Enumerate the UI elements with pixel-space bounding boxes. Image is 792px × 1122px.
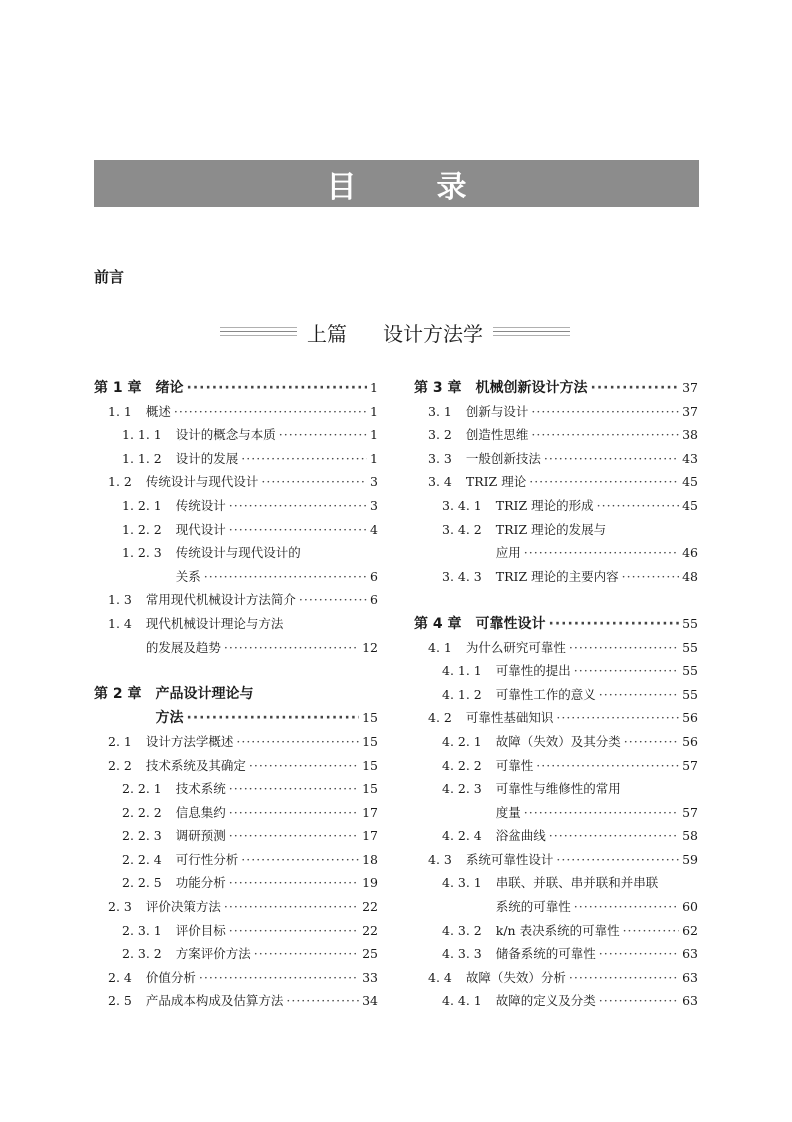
part-heading-rule-left (220, 325, 297, 339)
toc-entry-page: 19 (362, 875, 378, 891)
toc-entry-page: 63 (682, 993, 698, 1009)
toc-entry-title-continued: 度量 (495, 804, 521, 820)
toc-leader-dots (229, 494, 367, 518)
toc-section-entry[interactable] (94, 541, 378, 565)
toc-entry-number: 2. 3. 2 (122, 946, 162, 962)
toc-entry-title-continued: 关系 (175, 568, 201, 584)
toc-section-entry[interactable] (94, 824, 378, 848)
toc-leader-dots (236, 730, 359, 754)
toc-chapter-entry[interactable] (94, 376, 378, 400)
toc-section-entry[interactable] (414, 659, 698, 683)
toc-leader-dots (569, 636, 679, 660)
toc-leader-dots (529, 470, 679, 494)
toc-entry-page: 1 (370, 427, 378, 443)
toc-section-entry[interactable] (414, 447, 698, 471)
toc-entry-number: 2. 2. 1 (122, 781, 162, 797)
toc-entry-title: 可靠性工作的意义 (495, 686, 596, 702)
toc-entry-title: 常用现代机械设计方法简介 (145, 592, 296, 608)
toc-leader-dots (204, 565, 367, 589)
toc-leader-dots (574, 895, 679, 919)
toc-entry-title: 传统设计与现代设计的 (175, 545, 301, 561)
toc-entry-number: 3. 4 (428, 474, 452, 490)
toc-leader-dots (187, 707, 360, 731)
toc-leader-dots (187, 377, 368, 401)
toc-entry-title: 方案评价方法 (175, 946, 251, 962)
toc-section-entry[interactable] (414, 494, 698, 518)
toc-leader-dots (254, 942, 359, 966)
toc-entry-title: TRIZ 理论 (465, 474, 527, 490)
toc-section-entry[interactable] (94, 494, 378, 518)
toc-entry-continuation[interactable] (414, 895, 698, 919)
toc-section-entry[interactable] (414, 871, 698, 895)
toc-entry-number: 1. 1. 2 (122, 450, 162, 466)
toc-entry-page: 37 (682, 403, 698, 419)
toc-section-entry[interactable] (94, 447, 378, 471)
part-label: 上篇 (307, 321, 347, 346)
toc-leader-dots (556, 848, 679, 872)
toc-leader-dots (261, 470, 367, 494)
toc-section-entry[interactable] (94, 942, 378, 966)
toc-leader-dots (224, 636, 359, 660)
toc-leader-dots (597, 494, 679, 518)
toc-leader-dots (622, 565, 679, 589)
toc-entry-page: 3 (370, 497, 378, 513)
toc-leader-dots (241, 447, 367, 471)
toc-leader-dots (249, 754, 359, 778)
toc-title: 目录 (326, 169, 547, 205)
toc-entry-title: 设计方法学概述 (145, 733, 234, 749)
toc-entry-title: 串联、并联、串并联和并串联 (495, 875, 659, 891)
part-name: 设计方法学 (383, 321, 483, 346)
toc-entry-page: 4 (370, 521, 378, 537)
toc-leader-dots (574, 659, 679, 683)
toc-entry-page: 59 (682, 851, 698, 867)
toc-entry-page: 58 (682, 828, 698, 844)
toc-entry-page: 55 (682, 663, 698, 679)
toc-entry-page: 55 (682, 639, 698, 655)
part-heading (220, 316, 570, 348)
toc-entry-number: 2. 2. 4 (122, 851, 162, 867)
toc-entry-number: 3. 4. 2 (442, 521, 482, 537)
toc-entry-number: 2. 3. 1 (122, 922, 162, 938)
toc-entry-number: 4. 4. 1 (442, 993, 482, 1009)
toc-entry-number: 3. 4. 1 (442, 497, 482, 513)
toc-entry-page: 15 (362, 781, 378, 797)
toc-entry-page: 57 (682, 804, 698, 820)
toc-entry-title: TRIZ 理论的主要内容 (495, 568, 619, 584)
toc-entry-number: 1. 3 (108, 592, 132, 608)
toc-spacer (94, 659, 378, 683)
toc-leader-dots (286, 989, 359, 1013)
toc-section-entry[interactable] (414, 565, 698, 589)
toc-entry-number: 1. 2. 3 (122, 545, 162, 561)
toc-entry-title: 可靠性的提出 (495, 663, 571, 679)
toc-leader-dots (623, 919, 680, 943)
toc-chapter-entry[interactable] (414, 612, 698, 636)
toc-entry-number: 1. 1. 1 (122, 427, 162, 443)
toc-entry-page: 17 (362, 804, 378, 820)
toc-section-entry[interactable] (94, 612, 378, 636)
toc-entry-number: 4. 3. 1 (442, 875, 482, 891)
toc-leader-dots (224, 895, 359, 919)
toc-entry-number: 4. 2. 2 (442, 757, 482, 773)
toc-entry-number: 4. 3. 2 (442, 922, 482, 938)
toc-entry-title: 为什么研究可靠性 (465, 639, 566, 655)
toc-entry-page: 1 (370, 403, 378, 419)
toc-section-entry[interactable] (94, 871, 378, 895)
toc-entry-number: 第 4 章 (414, 615, 462, 632)
toc-entry-title-continued: 的发展及趋势 (145, 639, 221, 655)
toc-entry-title: 产品设计理论与 (155, 685, 254, 702)
toc-entry-page: 55 (682, 686, 698, 702)
toc-section-entry[interactable] (94, 754, 378, 778)
toc-entry-number: 第 3 章 (414, 380, 462, 396)
toc-entry-page: 63 (682, 946, 698, 962)
toc-entry-page: 45 (682, 497, 698, 513)
toc-entry-page: 1 (370, 380, 378, 395)
toc-entry-page: 15 (362, 733, 378, 749)
toc-leader-dots (299, 588, 367, 612)
toc-entry-page: 1 (370, 450, 378, 466)
toc-entry-page: 6 (370, 592, 378, 608)
toc-entry-page: 6 (370, 568, 378, 584)
toc-entry-page: 45 (682, 474, 698, 490)
part-heading-rule-right (493, 325, 570, 339)
toc-section-entry[interactable] (94, 919, 378, 943)
toc-leader-dots (569, 966, 679, 990)
toc-entry-title: 故障的定义及分类 (495, 993, 596, 1009)
toc-section-entry[interactable] (414, 683, 698, 707)
toc-entry-page: 43 (682, 450, 698, 466)
toc-leader-dots (229, 871, 359, 895)
toc-entry-title: 评价决策方法 (145, 899, 221, 915)
toc-entry-number: 第 1 章 (94, 380, 142, 396)
toc-entry-title: 可靠性 (495, 757, 534, 773)
toc-entry-title-continued: 系统的可靠性 (495, 899, 571, 915)
toc-chapter-entry[interactable] (94, 683, 378, 707)
toc-entry-page: 62 (682, 922, 698, 938)
toc-entry-title-continued: 应用 (495, 545, 521, 561)
toc-section-entry[interactable] (94, 966, 378, 990)
toc-entry-number: 2. 3 (108, 899, 132, 915)
toc-entry-number: 4. 2. 1 (442, 733, 482, 749)
toc-entry-title: k/n 表决系统的可靠性 (495, 922, 620, 938)
toc-entry-title: 设计的概念与本质 (175, 427, 276, 443)
toc-entry-title: 现代设计 (175, 521, 226, 537)
toc-entry-title: 价值分析 (145, 969, 196, 985)
toc-entry-page: 15 (362, 710, 378, 726)
toc-entry-title: 创新与设计 (465, 403, 529, 419)
toc-leader-dots (549, 613, 680, 637)
toc-leader-dots (549, 824, 679, 848)
toc-entry-page: 38 (682, 427, 698, 443)
toc-entry-page: 33 (362, 969, 378, 985)
toc-section-entry[interactable] (414, 989, 698, 1013)
toc-entry-continuation[interactable] (414, 801, 698, 825)
toc-entry-page: 48 (682, 568, 698, 584)
toc-entry-number: 1. 4 (108, 615, 132, 631)
toc-section-entry[interactable] (94, 423, 378, 447)
toc-section-entry[interactable] (414, 966, 698, 990)
toc-section-entry[interactable] (414, 919, 698, 943)
toc-entry-title: 故障（失效）及其分类 (495, 733, 621, 749)
toc-entry-number: 1. 2. 2 (122, 521, 162, 537)
toc-entry-page: 22 (362, 899, 378, 915)
toc-entry-continuation[interactable] (94, 706, 378, 730)
toc-entry-number: 2. 2 (108, 757, 132, 773)
toc-entry-title: 可靠性与维修性的常用 (495, 781, 621, 797)
toc-section-entry[interactable] (94, 470, 378, 494)
toc-leader-dots (591, 377, 680, 401)
toc-section-entry[interactable] (414, 942, 698, 966)
toc-entry-number: 4. 1 (428, 639, 452, 655)
toc-entry-number: 1. 2 (108, 474, 132, 490)
toc-entry-title: 技术系统及其确定 (145, 757, 246, 773)
toc-entry-page: 3 (370, 474, 378, 490)
toc-entry-title: 可靠性设计 (475, 615, 546, 632)
toc-entry-title: 调研预测 (175, 828, 226, 844)
toc-section-entry[interactable] (414, 777, 698, 801)
toc-section-entry[interactable] (414, 518, 698, 542)
toc-entry-number: 4. 2. 4 (442, 828, 482, 844)
toc-leader-dots (531, 423, 679, 447)
toc-section-entry[interactable] (414, 706, 698, 730)
toc-leader-dots (624, 730, 679, 754)
toc-entry-number: 3. 3 (428, 450, 452, 466)
toc-entry-continuation[interactable] (94, 565, 378, 589)
toc-leader-dots (599, 683, 679, 707)
toc-entry-number: 第 2 章 (94, 685, 142, 702)
toc-entry-title: 概述 (145, 403, 171, 419)
toc-entry-page: 15 (362, 757, 378, 773)
toc-leader-dots (229, 777, 359, 801)
toc-entry-title: 评价目标 (175, 922, 226, 938)
toc-entry-title: 产品成本构成及估算方法 (145, 993, 284, 1009)
toc-title-bar (94, 160, 699, 207)
toc-entry-continuation[interactable] (414, 541, 698, 565)
toc-entry-number: 4. 3 (428, 851, 452, 867)
toc-leader-dots (544, 447, 679, 471)
toc-entry-page: 18 (362, 851, 378, 867)
toc-section-entry[interactable] (94, 730, 378, 754)
toc-entry-number: 4. 1. 2 (442, 686, 482, 702)
toc-column-right (414, 376, 698, 1013)
toc-entry-title: 现代机械设计理论与方法 (145, 615, 284, 631)
toc-section-entry[interactable] (94, 989, 378, 1013)
toc-section-entry[interactable] (94, 801, 378, 825)
toc-section-entry[interactable] (414, 636, 698, 660)
toc-section-entry[interactable] (414, 400, 698, 424)
toc-entry-page: 25 (362, 946, 378, 962)
toc-entry-title: TRIZ 理论的形成 (495, 497, 594, 513)
toc-entry-title: 传统设计与现代设计 (145, 474, 259, 490)
toc-leader-dots (241, 848, 359, 872)
toc-entry-number: 1. 1 (108, 403, 132, 419)
toc-leader-dots (531, 400, 679, 424)
toc-leader-dots (536, 754, 679, 778)
toc-leader-dots (524, 541, 679, 565)
toc-entry-title: 可靠性基础知识 (465, 710, 554, 726)
toc-entry-title: 创造性思维 (465, 427, 529, 443)
toc-entry-page: 60 (682, 899, 698, 915)
toc-entry-number: 3. 2 (428, 427, 452, 443)
toc-entry-page: 22 (362, 922, 378, 938)
toc-entry-page: 56 (682, 733, 698, 749)
toc-leader-dots (229, 919, 359, 943)
toc-section-entry[interactable] (94, 848, 378, 872)
toc-entry-title: 传统设计 (175, 497, 226, 513)
toc-section-entry[interactable] (414, 848, 698, 872)
toc-leader-dots (174, 400, 367, 424)
toc-entry-title: 故障（失效）分析 (465, 969, 566, 985)
preface-link[interactable]: 前言 (94, 268, 125, 286)
toc-entry-page: 37 (682, 380, 698, 395)
toc-entry-number: 3. 1 (428, 403, 452, 419)
toc-section-entry[interactable] (414, 470, 698, 494)
toc-leader-dots (199, 966, 359, 990)
toc-leader-dots (229, 801, 359, 825)
toc-entry-page: 17 (362, 828, 378, 844)
toc-leader-dots (229, 824, 359, 848)
toc-entry-page: 57 (682, 757, 698, 773)
toc-entry-title: 可行性分析 (175, 851, 239, 867)
toc-entry-page: 55 (682, 615, 698, 631)
toc-section-entry[interactable] (94, 518, 378, 542)
toc-entry-number: 4. 1. 1 (442, 663, 482, 679)
toc-entry-number: 2. 2. 5 (122, 875, 162, 891)
toc-entry-page: 12 (362, 639, 378, 655)
toc-chapter-entry[interactable] (414, 376, 698, 400)
toc-section-entry[interactable] (414, 423, 698, 447)
toc-entry-title: 一般创新技法 (465, 450, 541, 466)
toc-leader-dots (599, 989, 679, 1013)
toc-section-entry[interactable] (414, 824, 698, 848)
toc-entry-number: 4. 2. 3 (442, 781, 482, 797)
toc-entry-title: TRIZ 理论的发展与 (495, 521, 607, 537)
toc-section-entry[interactable] (94, 777, 378, 801)
toc-leader-dots (279, 423, 367, 447)
toc-entry-title: 设计的发展 (175, 450, 239, 466)
toc-entry-title: 绪论 (155, 380, 184, 396)
toc-entry-title: 浴盆曲线 (495, 828, 546, 844)
toc-section-entry[interactable] (94, 588, 378, 612)
toc-entry-page: 46 (682, 545, 698, 561)
toc-entry-page: 56 (682, 710, 698, 726)
toc-leader-dots (229, 518, 367, 542)
toc-entry-number: 2. 5 (108, 993, 132, 1009)
toc-entry-number: 4. 2 (428, 710, 452, 726)
toc-entry-continuation[interactable] (94, 636, 378, 660)
toc-column-left (94, 376, 378, 1013)
toc-entry-title: 机械创新设计方法 (475, 380, 588, 396)
toc-section-entry[interactable] (414, 754, 698, 778)
toc-entry-number: 3. 4. 3 (442, 568, 482, 584)
toc-entry-title: 储备系统的可靠性 (495, 946, 596, 962)
toc-entry-title: 信息集约 (175, 804, 226, 820)
toc-entry-number: 4. 3. 3 (442, 946, 482, 962)
toc-leader-dots (599, 942, 679, 966)
toc-entry-title: 功能分析 (175, 875, 226, 891)
toc-section-entry[interactable] (94, 400, 378, 424)
toc-entry-number: 2. 4 (108, 969, 132, 985)
toc-entry-page: 34 (362, 993, 378, 1009)
toc-entry-number: 2. 2. 3 (122, 828, 162, 844)
toc-entry-title-continued: 方法 (155, 710, 184, 727)
toc-spacer (414, 588, 698, 612)
toc-entry-number: 2. 2. 2 (122, 804, 162, 820)
toc-entry-page: 63 (682, 969, 698, 985)
toc-leader-dots (524, 801, 679, 825)
toc-section-entry[interactable] (414, 730, 698, 754)
toc-entry-title: 系统可靠性设计 (465, 851, 554, 867)
toc-entry-number: 4. 4 (428, 969, 452, 985)
toc-leader-dots (556, 706, 679, 730)
toc-entry-title: 技术系统 (175, 781, 226, 797)
toc-section-entry[interactable] (94, 895, 378, 919)
toc-entry-number: 1. 2. 1 (122, 497, 162, 513)
toc-entry-number: 2. 1 (108, 733, 132, 749)
